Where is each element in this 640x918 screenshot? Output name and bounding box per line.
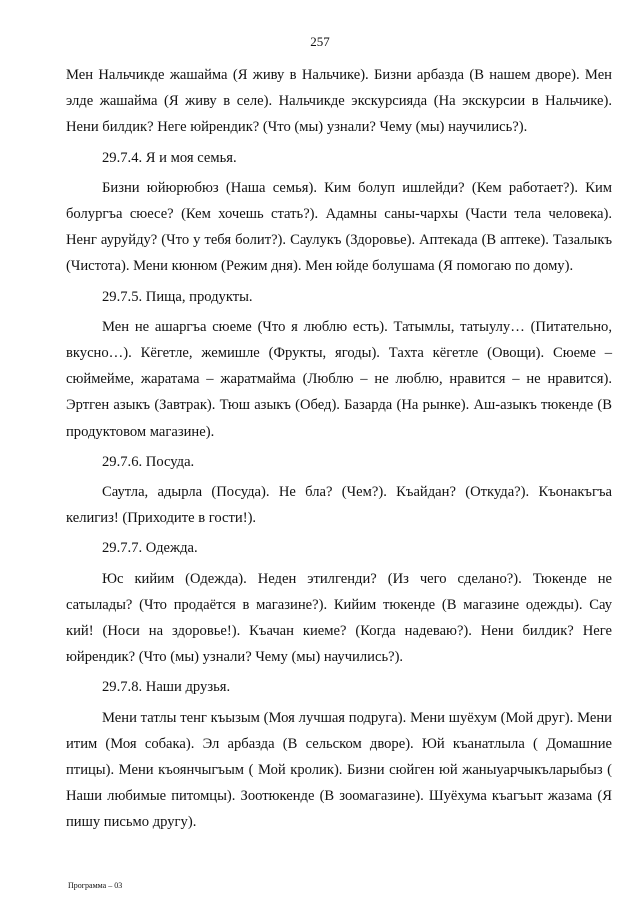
paragraph-nalchik: Мен Нальчикде жашайма (Я живу в Нальчике). Бизни арбазда (В нашем дворе). Мен элде жашайма (Я живу в селе). Нальчикде экскурсияда (На экскурсии в Нальчике). Нени билдик? Неге юйрендик? (Что (мы) узнали? Чему (мы) научились?). [66, 67, 612, 136]
paragraph-food: Мен не ашаргъа сюеме (Что я люблю есть). Татымлы, татыулу… (Питательно, вкусно…). Кёгетле, жемишле (Фрукты, ягоды). Тахта кёгетле (Овощи). Сюеме – сюймейме, жаратама – жаратмайма (Люблю – не люблю, нравится – не нравится). Эртген азыкъ (Завтрак). Тюш азыкъ (Обед). Базарда (На рынке). Аш-азыкъ тюкенде (В продуктовом магазине). [66, 318, 612, 440]
section-heading-dishes: 29.7.6. Посуда. [102, 453, 195, 470]
footer-label: Программа – 03 [68, 881, 123, 890]
section-heading-clothing: 29.7.7. Одежда. [102, 540, 198, 557]
paragraph-dishes: Саутла, адырла (Посуда). Не бла? (Чем?). Къайдан? (Откуда?). Къонакъгъа келигиз! (Приходите в гости!). [66, 484, 612, 527]
section-heading-food: 29.7.5. Пища, продукты. [102, 288, 253, 305]
page-number: 257 [310, 34, 330, 49]
section-heading-friends: 29.7.8. Наши друзья. [102, 679, 231, 696]
paragraph-clothing: Юс кийим (Одежда). Неден этилгенди? (Из чего сделано?). Тюкенде не сатылады? (Что продаётся в магазине?). Кийим тюкенде (В магазине одежды). Сау кий! (Носи на здоровье!). Къачан киеме? (Когда надеваю?). Нени билдик? Неге юйрендик? (Что (мы) узнали? Чему (мы) научились?). [66, 570, 612, 666]
section-heading-family: 29.7.4. Я и моя семья. [102, 149, 237, 166]
paragraph-family: Бизни юйюрюбюз (Наша семья). Ким болуп ишлейди? (Кем работает?). Ким болургъа сюесе? (Кем хочешь стать?). Адамны саны-чархы (Части тела человека). Ненг ауруйду? (Что у тебя болит?). Саулукъ (Здоровье). Аптекада (В аптеке). Тазалыкъ (Чистота). Мени кюнюм (Режим дня). Мен юйде болушама (Я помогаю по дому). [66, 179, 612, 275]
document-body [66, 62, 612, 836]
paragraph-friends: Мени татлы тенг къызым (Моя лучшая подруга). Мени шуёхум (Мой друг). Мени итим (Моя собака). Эл арбазда (В сельском дворе). Юй къанатлыла ( Домашние птицы). Мени къоянчыгъым ( Мой кролик). Бизни сюйген юй жаныуарчыкъларыбыз ( Наши любимые питомцы). Зоотюкенде (В зоомагазине). Шуёхума къагъыт жазама (Я пишу письмо другу). [66, 709, 612, 831]
